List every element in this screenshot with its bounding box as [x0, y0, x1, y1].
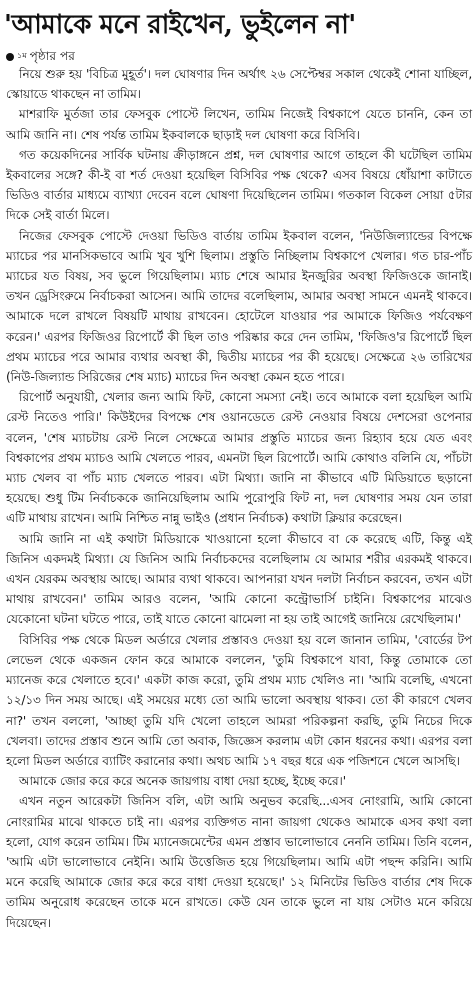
- article-paragraph: এখন নতুন আরেকটা জিনিস বলি, এটা আমি অনুভব করেছি...এসব নোংরামি, আমি কোনো নোংরামির মাঝে থাকতে চাই না। এরপর ব্যক্তিগত নানা জায়গা থেকেও আমাকে এসব কথা বলা হলো, যোগ করেন তামিম। টিম ম্যানেজমেন্টের এমন প্রস্তাব ভালোভাবে নেননি তামিম। তিনি বলেন, 'আমি এটা ভালোভাবে নেইনি। আমি উত্তেজিত হয়ে গিয়েছিলাম। আমি এটা পছন্দ করিনি। আমি মনে করেছি আমাকে জোর করে করে বাধা দেওয়া হয়েছে।' ১২ মিনিটের ভিডিও বার্তার শেষ দিকে তামিম অনুরোধ করেছেন তাকে মনে রাখতে। কেউ যেন তাকে ভুলে না যায় সেটাও মনে করিয়ে দিয়েছেন।: [6, 794, 472, 930]
- bullet-icon: [6, 53, 14, 61]
- page-number: ১ম: [17, 51, 27, 60]
- continued-label: পৃষ্ঠার পর: [29, 49, 75, 63]
- article-paragraph: মাশরাফি মুর্তজা তার ফেসবুক পোস্টে লিখেন, তামিম নিজেই বিশ্বকাপে যেতে চাননি, কেন তা আমি জানি না। শেষ পর্যন্ত তামিম ইকবালকে ছাড়াই দল ঘোষণা করে বিসিবি।: [6, 107, 472, 142]
- article-paragraph: গত কয়েকদিনের সার্বিক ঘটনায় ক্রীড়াঙ্গনে প্রশ্ন, দল ঘোষণার আগে তাহলে কী ঘটেছিল তামিম ইকবালের সঙ্গে? কী-ই বা শর্ত দেওয়া হয়েছিল বিসিবির পক্ষ থেকে? এসব বিষয়ে ধোঁয়াশা কাটাতে ভিডিও বার্তার মাধ্যমে ব্যাখ্যা দেবেন বলে ঘোষণা দিয়েছিলেন তামিম। গতকাল বিকেল সোয়া ৫টার দিকে সেই বার্তা মিলে।: [6, 147, 472, 223]
- article-paragraph: রিপোর্ট অনুযায়ী, খেলার জন্য আমি ফিট, কোনো সমস্যা নেই। তবে আমাকে বলা হয়েছিল আমি রেস্ট নিতেও পারি।' কিউইদের বিপক্ষে শেষ ওয়ানডেতে রেস্ট নেওয়ার বিষয়ে দেশসেরা ওপেনার বলেন, 'শেষ ম্যাচটায় রেস্ট নিলে সেক্ষেত্রে আমার প্রস্তুতি ম্যাচের জন্য রিহ্যাব হয়ে যেত এবং বিশ্বকাপের প্রথম ম্যাচও আমি খেলতে পারব, এমনটা ছিল রিপোর্টে। আমি কোথাও বলিনি যে, পাঁচটা ম্যাচ খেলব বা পাঁচ ম্যাচ খেলতে পারব। এটা মিথ্যা। জানি না কীভাবে এটি মিডিয়াতে ছড়ানো হয়েছে। শুধু টিম নির্বাচককে জানিয়েছিলাম আমি পুরোপুরি ফিট না, দল ঘোষণার সময় যেন তারা এটি মাথায় রাখেন। আমি নিশ্চিত নান্নু ভাইও (প্রধান নির্বাচক) কথাটা ক্লিয়ার করেছেন।: [6, 390, 472, 526]
- article-paragraph: বিসিবির পক্ষ থেকে মিডল অর্ডারে খেলার প্রস্তাবও দেওয়া হয় বলে জানান তামিম, 'বোর্ডের টপ লেভেল থেকে একজন ফোন করে আমাকে বললেন, 'তুমি বিশ্বকাপে যাবা, কিন্তু তোমাকে তো ম্যানেজ করে খেলাতে হবে।' একটা কাজ করো, তুমি প্রথম ম্যাচ খেলিও না। 'আমি বলেছি, এখনো ১২/১৩ দিন সময় আছে। এই সময়ের মধ্যে তো আমি ভালো অবস্থায় থাকব। তো কী কারণে খেলব না?' তখন বললো, 'আচ্ছা তুমি যদি খেলো তাহলে আমরা পরিকল্পনা করছি, তুমি নিচের দিকে খেলবা। তাদের প্রস্তাব শুনে আমি তো অবাক, জিজ্ঞেস করলাম এটা কোন ধরনের কথা। এরপর বলা হলো মিডল অর্ডারে ব্যাটিং করানোর কথা। অথচ আমি ১৭ বছর ধরে এক পজিশনে খেলে আসছি।: [6, 632, 472, 768]
- article-body: [6, 64, 472, 933]
- article-paragraph: আমাকে জোর করে করে অনেক জায়গায় বাধা দেয়া হচ্ছে, ইচ্ছে করে।': [19, 774, 346, 789]
- article-headline: 'আমাকে মনে রাইখেন, ভুইলেন না': [4, 10, 356, 40]
- article-paragraph: নিয়ে শুরু হয় 'বিচিত্র মুহূর্ত'। দল ঘোষণার দিন অর্থাৎ ২৬ সেপ্টেম্বর সকাল থেকেই শোনা যাচ্ছিল, স্কোয়াডে থাকছেন না তামিম।: [6, 67, 472, 102]
- article-paragraph: নিজের ফেসবুক পোস্টে দেওয়া ভিডিও বার্তায় তামিম ইকবাল বলেন, 'নিউজিল্যান্ডের বিপক্ষে ম্যাচের পর মানসিকভাবে আমি খুব খুশি ছিলাম। প্রস্তুতি নিচ্ছিলাম বিশ্বকাপে খেলার। গত চার-পাঁচ ম্যাচের যত বিষয়, সব ভুলে গিয়েছিলাম। ম্যাচ শেষে আমার ইনজুরির অবস্থা ফিজিওকে জানাই। তখন ড্রেসিংরুমে নির্বাচকরা আসেন। আমি তাদের বলেছিলাম, আমার অবস্থা সামনে এমনই থাকবে। আমাকে দলে রাখলে বিষয়টি মাথায় রাখবেন। হোটেলে যাওয়ার পর আমাকে ফিজিও পর্যবেক্ষণ করেন।' এরপর ফিজিওর রিপোর্টে কী ছিল তাও পরিষ্কার করে দেন তামিম, 'ফিজিও'র রিপোর্টে ছিল প্রথম ম্যাচের পরে আমার ব্যথার অবস্থা কী, দ্বিতীয় ম্যাচের পর কী হয়েছে। সেক্ষেত্রে ২৬ তারিখের (নিউ-জিল্যান্ড সিরিজের শেষ ম্যাচ) ম্যাচের দিন অবস্থা কেমন হতে পারে।: [6, 228, 472, 385]
- continued-from-page-marker: [6, 46, 75, 66]
- article-paragraph: আমি জানি না এই কথাটা মিডিয়াকে খাওয়ানো হলো কীভাবে বা কে করেছে এটি, কিন্তু এই জিনিস একদমই মিথ্যা। যে জিনিস আমি নির্বাচকদের বলেছিলাম যে আমার শরীর এরকমই থাকবে। এখন যেরকম অবস্থায় আছে। আমার ব্যথা থাকবে। আপনারা যখন দলটা নির্বাচন করবেন, তখন এটা মাথায় রাখবেন।' তামিম আরও বলেন, 'আমি কোনো কন্ট্রোভার্সি চাইনি। বিশ্বকাপের মাঝেও যেকোনো ঘটনা ঘটতে পারে, তাই যাতে কোনো ঝামেলা না হয় তাই আগেই জানিয়ে রেখেছিলাম।': [6, 531, 472, 627]
